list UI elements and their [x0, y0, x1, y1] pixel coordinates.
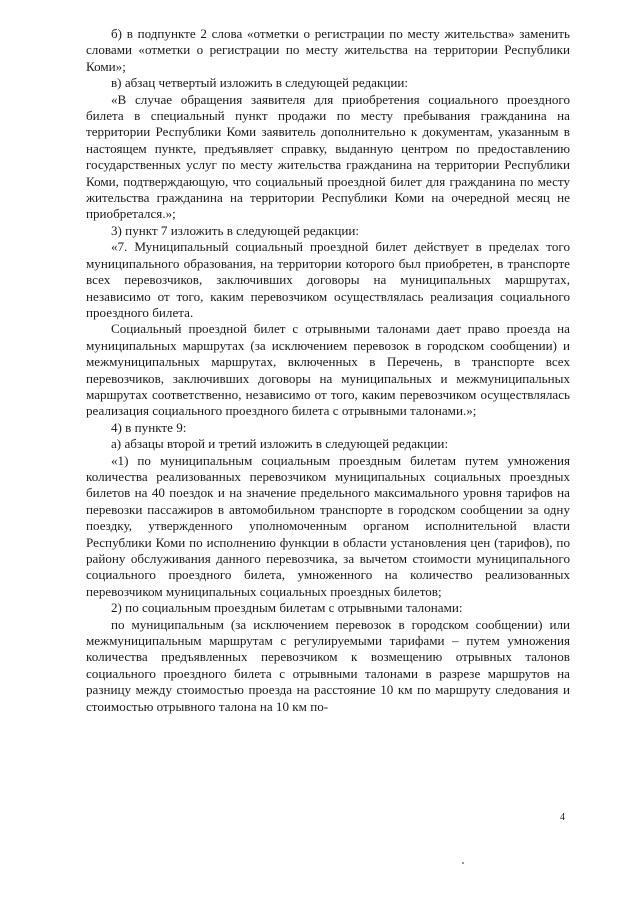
document-body	[86, 26, 570, 715]
paragraph-6: Социальный проездной билет с отрывными талонами дает право проезда на муниципальных маршрутах (за исключением перевозок в городском сообщении) и межмуниципальных маршрутах, включенных в Перечень, в транспорте всех перевозчиков, заключивших договоры на муниципальных и межмуниципальных маршрутах соответственно, независимо от того, каким перевозчиком осуществлялась реализация социального проездного билета с отрывными талонами.»;	[86, 321, 570, 419]
paragraph-7: 4) в пункте 9:	[111, 419, 187, 435]
paragraph-1: б) в подпункте 2 слова «отметки о регистрации по месту жительства» заменить словами «отметки о регистрации по месту жительства на территории Республики Коми»;	[86, 26, 570, 74]
paragraph-11: по муниципальным (за исключением перевозок в городском сообщении) или межмуниципальным маршрутам с регулируемыми тарифами – путем умножения количества предъявленных перевозчиком к возмещению отрывных талонов социального проездного билета с отрывными талонами в разрезе маршрутов на разницу между стоимостью проезда на расстояние 10 км по маршруту следования и стоимостью отрывного талона на 10 км по-	[86, 616, 570, 714]
paragraph-2: в) абзац четвертый изложить в следующей редакции:	[111, 75, 409, 91]
paragraph-4: 3) пункт 7 изложить в следующей редакции:	[111, 222, 359, 238]
paragraph-5: «7. Муниципальный социальный проездной билет действует в пределах того муниципального образования, на территории которого был приобретен, в транспорте всех перевозчиков, заключивших договоры на муниципальных маршрутах, независимо от того, каким перевозчиком осуществлялась реализация социального проездного билета.	[86, 239, 570, 320]
page-number: 4	[560, 812, 565, 823]
scan-speck	[462, 862, 464, 864]
paragraph-8: а) абзацы второй и третий изложить в следующей редакции:	[111, 436, 449, 452]
paragraph-10: 2) по социальным проездным билетам с отрывными талонами:	[111, 600, 463, 616]
paragraph-9: «1) по муниципальным социальным проездным билетам путем умножения количества реализованных перевозчиком муниципальных социальных проездных билетов на 40 поездок и на значение предельного максимального уровня тарифов на перевозки пассажиров в автомобильном транспорте в городском сообщении за одну поездку, утвержденного уполномоченным органом исполнительной власти Республики Коми по исполнению функции в области установления цен (тарифов), по району обслуживания данного перевозчика, за вычетом стоимости муниципального социального проездного билета, умноженного на количество реализованных перевозчиком муниципальных социальных проездных билетов;	[86, 452, 570, 599]
paragraph-3: «В случае обращения заявителя для приобретения социального проездного билета в специальный пункт продажи по месту пребывания гражданина на территории Республики Коми заявитель дополнительно к документам, указанным в настоящем пункте, предъявляет справку, выданную центром по предоставлению государственных услуг по месту жительства гражданина на территории Республики Коми, подтверждающую, что социальный проездной билет для гражданина по месту жительства гражданина на территории Республики Коми на очередной месяц не приобретался.»;	[86, 91, 570, 222]
